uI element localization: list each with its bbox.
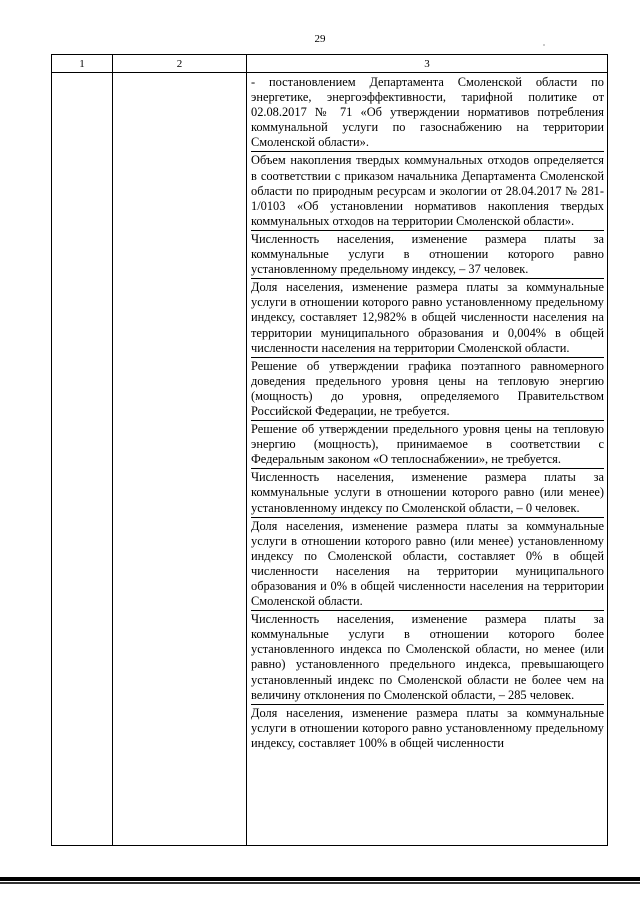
paragraph: Доля населения, изменение размера платы за коммунальные услуги в отношении которого равно установленному предельному индексу, составляет 12,982% в общей численности населения на территории муниципального образования и 0,004% в общей численности населения на территории Смоленской области. (251, 280, 604, 357)
scan-edge-band (0, 877, 640, 881)
column-header-1: 1 (52, 55, 113, 73)
column-2-cell (113, 73, 247, 846)
page-number: 29 (314, 33, 326, 45)
column-header-2: 2 (113, 55, 247, 73)
paragraph: Численность населения, изменение размера платы за коммунальные услуги в отношении которого более установленного индекса по Смоленской области, но менее (или равно) установленного предельного индекса, превышающего установленный индекс по Смоленской области не более чем на величину отклонения по Смоленской области, – 285 человек. (251, 612, 604, 705)
paragraph: Доля населения, изменение размера платы за коммунальные услуги в отношении которого равно установленному предельному индексу, составляет 100% в общей численности (251, 705, 604, 750)
paragraph: Решение об утверждении графика поэтапного равномерного доведения предельного уровня цены на тепловую энергию (мощность) до уровня, определяемого Правительством Российской Федерации, не требуется. (251, 359, 604, 421)
paragraph: Решение об утверждении предельного уровня цены на тепловую энергию (мощность), принимаемое в соответствии с Федеральным законом «О теплоснабжении», не требуется. (251, 422, 604, 469)
paragraph: Объем накопления твердых коммунальных отходов определяется в соответствии с приказом начальника Департамента Смоленской области по природным ресурсам и экологии от 28.04.2017 № 281-1/0103 «Об установлении нормативов накопления твердых коммунальных отходов на территории Смоленской области». (251, 153, 604, 230)
paragraph: - постановлением Департамента Смоленской области по энергетике, энергоэффективности, тарифной политике от 02.08.2017 № 71 «Об утверждении нормативов потребления коммунальной услуги по газоснабжению на территории Смоленской области». (251, 75, 604, 152)
column-header-3: 3 (247, 55, 608, 73)
column-3-cell (247, 73, 608, 846)
document-table (51, 54, 608, 846)
table-header-row (52, 55, 608, 73)
scan-edge-band (0, 882, 640, 884)
scan-speck (543, 44, 545, 46)
table-row (52, 73, 608, 846)
paragraph: Численность населения, изменение размера платы за коммунальные услуги в отношении которого равно установленному предельному индексу, – 37 человек. (251, 232, 604, 279)
column-1-cell (52, 73, 113, 846)
paragraph: Доля населения, изменение размера платы за коммунальные услуги в отношении которого равно (или менее) установленному индексу по Смоленской области, составляет 0% в общей численности населения на территории муниципального образования и 0% в общей численности населения на территории Смоленской области. (251, 519, 604, 612)
paragraph: Численность населения, изменение размера платы за коммунальные услуги в отношении которого равно (или менее) установленному индексу по Смоленской области, – 0 человек. (251, 470, 604, 517)
